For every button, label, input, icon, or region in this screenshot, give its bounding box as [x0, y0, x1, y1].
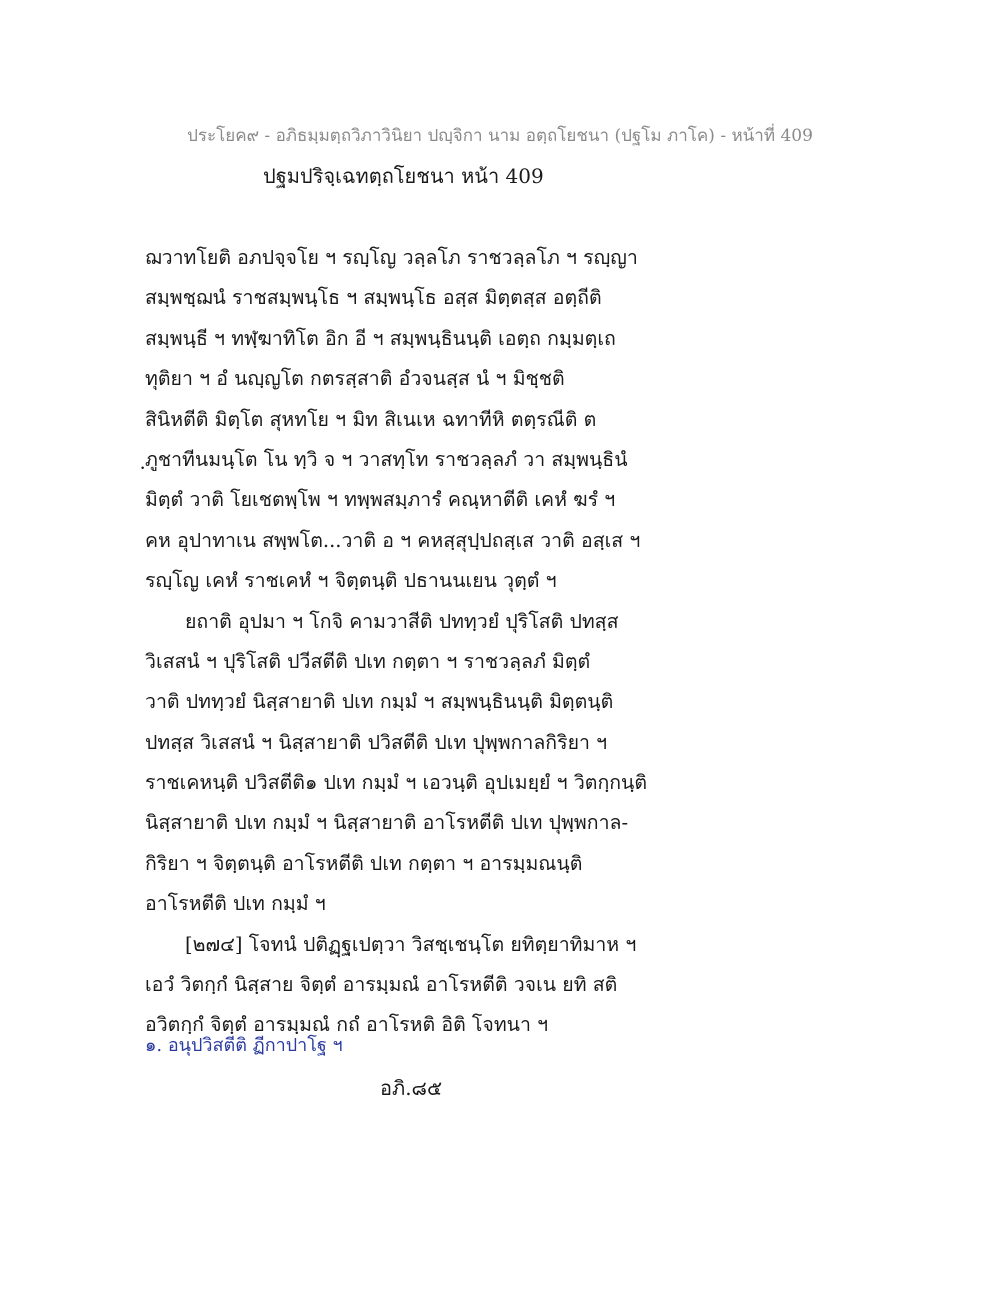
body-line: สมฺพนฺธี ฯ ทฬฺฆาทิโต อิก อี ฯ สมฺพนฺธินนฺติ เอตฺถ กมฺมตฺเถ — [145, 326, 616, 350]
body-line: ฌวาทโยติ อภปจฺจโย ฯ รญฺโญ วลฺลโภ ราชวลฺลโภ ฯ รญฺญา — [145, 246, 638, 269]
body-line: ทุติยา ฯ อํ นญฺญโต กตรสฺสาติ อํวจนสฺส นํ ฯ มิชฺชติ — [145, 367, 565, 391]
body-line: มิตฺตํ วาติ โยเชตพฺโพ ฯ ทพฺพสมฺภารํ คณฺหาตีติ เคหํ ฆรํ ฯ — [145, 488, 616, 512]
running-header — [0, 122, 1000, 149]
body-line: ยถาติ อุปมา ฯ โกจิ คามวาสีติ ปททฺวยํ ปุริโสติ ปทสฺส — [185, 609, 619, 633]
body-line: อาโรหตีติ ปเท กมฺมํ ฯ — [145, 892, 326, 916]
body-line: ปทสฺส วิเสสนํ ฯ นิสฺสายาติ ปวิสตีติ ปเท ปุพฺพกาลกิริยา ฯ — [145, 730, 608, 754]
body-line: ราชเคหนฺติ ปวิสตีติ๑ ปเท กมฺมํ ฯ เอวนฺติ อุปเมยฺยํ ฯ วิตกฺกนฺติ — [145, 771, 648, 795]
body-text — [145, 238, 665, 1046]
footnote: ๑. อนุปวิสตีติ ฏีกาปาโฐ ฯ — [145, 1035, 343, 1056]
body-line: [๒๗๔] โจทนํ ปติฏฺฐเปตฺวา วิสชฺเชนฺโต ยทิตฺยาทิมาห ฯ — [185, 932, 637, 956]
body-line: วิเสสนํ ฯ ปุริโสติ ปวีสตีติ ปเท กตฺตา ฯ ราชวลฺลภํ มิตฺตํ — [145, 649, 591, 673]
body-line: กิริยา ฯ จิตฺตนฺติ อาโรหตีติ ปเท กตฺตา ฯ อารมฺมณนฺติ — [145, 851, 583, 875]
page-signature: อภิ.๘๕ — [380, 1076, 443, 1100]
body-line: สินิหตีติ มิตฺโต สุหทโย ฯ มิท สิเนเห ฉทาทีหิ ตตฺรณีติ ต — [145, 407, 597, 431]
body-line: คห อุปาทาเน สพฺพโต...วาติ อ ฯ คหสฺสุปฺปถสฺเส วาติ อสฺเส ฯ — [145, 528, 641, 552]
body-line: ฺภูชาทีนมนฺโต โน ทฺวิ จ ฯ วาสทฺโท ราชวลฺลภํ วา สมฺพนฺธินํ — [145, 447, 628, 471]
body-line: รญฺโญ เคหํ ราชเคหํ ฯ จิตฺตนฺติ ปธานนเยน วุตฺตํ ฯ — [145, 569, 557, 593]
body-line: วาติ ปททฺวยํ นิสฺสายาติ ปเท กมฺมํ ฯ สมฺพนฺธินนฺติ มิตฺตนฺติ — [145, 690, 614, 714]
body-line: สมฺพชฺฌนํ ราชสมฺพนฺโธ ฯ สมฺพนฺโธ อสฺส มิตฺตสฺส อตฺถีติ — [145, 286, 602, 310]
body-line: นิสฺสายาติ ปเท กมฺมํ ฯ นิสฺสายาติ อาโรหตีติ ปเท ปุพฺพกาล- — [145, 811, 629, 835]
section-title: ปฐมปริจฺเฉทตฺถโยชนา หน้า 409 — [263, 164, 544, 188]
body-line: อวิตกฺกํ จิตฺตํ อารมฺมณํ กถํ อาโรหติ อิติ โจทนา ฯ — [145, 1013, 549, 1037]
body-line: เอวํ วิตกฺกํ นิสฺสาย จิตฺตํ อารมฺมณํ อาโรหตีติ วจเน ยทิ สติ — [145, 973, 618, 997]
running-title: ประโยค๙ - อภิธมฺมตฺถวิภาวินิยา ปญฺจิกา นาม อตฺถโยชนา (ปฐโม ภาโค) - หน้าที่ 409 — [187, 126, 813, 146]
